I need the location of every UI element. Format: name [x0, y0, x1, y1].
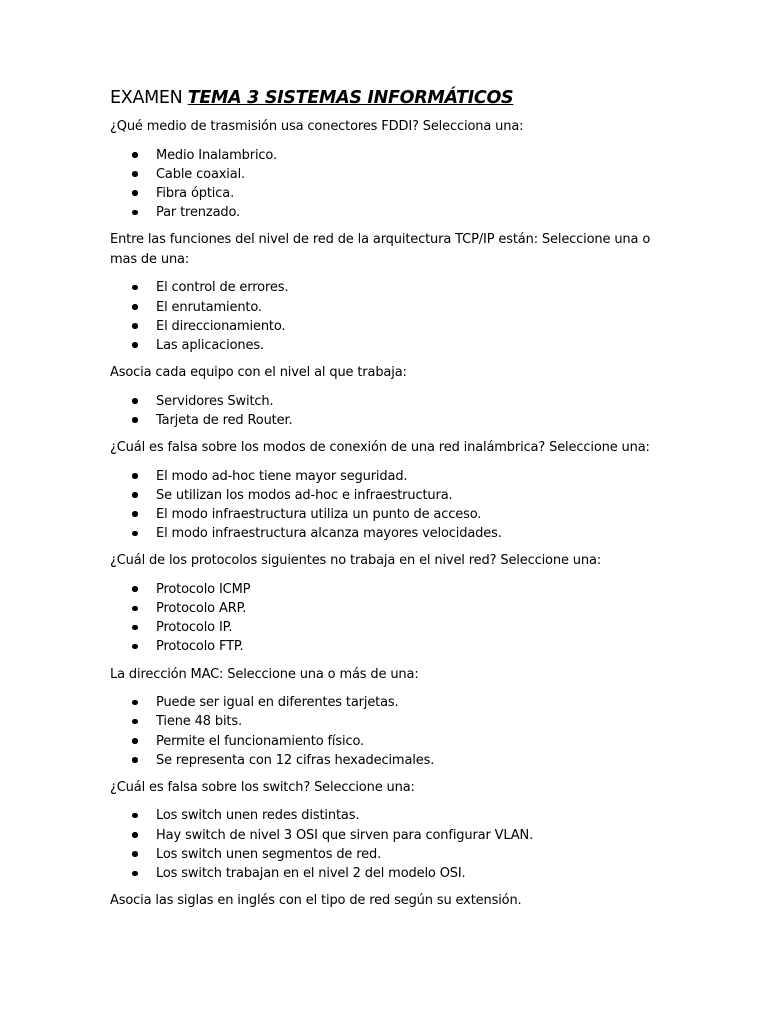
option-list — [110, 580, 655, 657]
bullet-icon — [132, 190, 138, 196]
option-list — [110, 278, 655, 355]
question-text: Asocia las siglas en inglés con el tipo de red según su extensión. — [110, 893, 522, 909]
bullet-icon — [132, 171, 138, 177]
option-label: Fibra óptica. — [156, 185, 235, 201]
option-label: Servidores Switch. — [156, 393, 274, 409]
question-text: ¿Cuál es falsa sobre los modos de conexión de una red inalámbrica? Seleccione una: — [110, 440, 650, 456]
option-list — [110, 693, 655, 770]
bullet-icon — [132, 719, 138, 725]
bullet-icon — [132, 813, 138, 819]
bullet-icon — [132, 871, 138, 877]
option-label: El direccionamiento. — [156, 318, 286, 334]
bullet-icon — [132, 473, 138, 479]
option-label: Los switch unen redes distintas. — [156, 808, 360, 824]
option-item — [110, 298, 655, 317]
option-item — [110, 317, 655, 336]
option-label: Tiene 48 bits. — [156, 714, 242, 730]
question-text: ¿Cuál de los protocolos siguientes no trabaja en el nivel red? Seleccione una: — [110, 553, 602, 569]
option-list — [110, 467, 655, 544]
bullet-icon — [132, 210, 138, 216]
option-item — [110, 203, 655, 222]
option-item — [110, 486, 655, 505]
option-item — [110, 411, 655, 430]
bullet-icon — [132, 832, 138, 838]
option-item — [110, 751, 655, 770]
document-title — [110, 86, 655, 110]
bullet-icon — [132, 625, 138, 631]
question-text: La dirección MAC: Seleccione una o más de una: — [110, 666, 419, 682]
option-label: El modo ad-hoc tiene mayor seguridad. — [156, 468, 408, 484]
option-item — [110, 165, 655, 184]
option-label: Protocolo ICMP — [156, 581, 251, 597]
bullet-icon — [132, 492, 138, 498]
bullet-icon — [132, 586, 138, 592]
option-label: El modo infraestructura utiliza un punto de acceso. — [156, 506, 482, 522]
bullet-icon — [132, 700, 138, 706]
title-emphasis: TEMA 3 SISTEMAS INFORMÁTICOS — [187, 88, 514, 108]
option-label: Protocolo IP. — [156, 620, 233, 636]
option-label: Se representa con 12 cifras hexadecimales. — [156, 752, 435, 768]
option-label: El modo infraestructura alcanza mayores velocidades. — [156, 526, 502, 542]
option-list — [110, 806, 655, 883]
bullet-icon — [132, 398, 138, 404]
bullet-icon — [132, 738, 138, 744]
bullet-icon — [132, 417, 138, 423]
question-text: ¿Cuál es falsa sobre los switch? Seleccione una: — [110, 779, 415, 795]
bullet-icon — [132, 342, 138, 348]
bullet-icon — [132, 285, 138, 291]
option-label: Cable coaxial. — [156, 166, 246, 182]
option-item — [110, 336, 655, 355]
option-item — [110, 693, 655, 712]
option-label: Tarjeta de red Router. — [156, 412, 293, 428]
option-label: Protocolo FTP. — [156, 639, 244, 655]
option-item — [110, 467, 655, 486]
bullet-icon — [132, 757, 138, 763]
option-label: El control de errores. — [156, 280, 289, 296]
bullet-icon — [132, 323, 138, 329]
bullet-icon — [132, 851, 138, 857]
option-item — [110, 712, 655, 731]
option-item — [110, 618, 655, 637]
option-label: Puede ser igual en diferentes tarjetas. — [156, 695, 399, 711]
questions-list — [110, 117, 655, 911]
option-label: Par trenzado. — [156, 205, 241, 221]
option-label: Se utilizan los modos ad-hoc e infraestructura. — [156, 487, 453, 503]
option-item — [110, 864, 655, 883]
option-item — [110, 845, 655, 864]
option-item — [110, 599, 655, 618]
bullet-icon — [132, 511, 138, 517]
option-label: El enrutamiento. — [156, 299, 262, 315]
option-label: Medio Inalambrico. — [156, 147, 277, 163]
bullet-icon — [132, 644, 138, 650]
option-item — [110, 146, 655, 165]
bullet-icon — [132, 531, 138, 537]
option-label: Permite el funcionamiento físico. — [156, 733, 365, 749]
option-item — [110, 524, 655, 543]
bullet-icon — [132, 304, 138, 310]
option-label: Protocolo ARP. — [156, 601, 247, 617]
bullet-icon — [132, 152, 138, 158]
option-item — [110, 732, 655, 751]
option-label: Hay switch de nivel 3 OSI que sirven para configurar VLAN. — [156, 827, 534, 843]
option-item — [110, 505, 655, 524]
title-prefix: EXAMEN — [110, 88, 188, 108]
option-list — [110, 146, 655, 223]
question-text: ¿Qué medio de trasmisión usa conectores FDDI? Selecciona una: — [110, 119, 524, 134]
option-item — [110, 278, 655, 297]
option-list — [110, 392, 655, 430]
option-item — [110, 637, 655, 656]
bullet-icon — [132, 606, 138, 612]
document-page — [110, 86, 655, 920]
option-item — [110, 184, 655, 203]
option-item — [110, 826, 655, 845]
option-label: Los switch trabajan en el nivel 2 del modelo OSI. — [156, 866, 466, 882]
option-item — [110, 580, 655, 599]
option-item — [110, 392, 655, 411]
question-text: Entre las funciones del nivel de red de la arquitectura TCP/IP están: Seleccione una o mas de una: — [110, 232, 651, 267]
option-item — [110, 806, 655, 825]
option-label: Los switch unen segmentos de red. — [156, 846, 382, 862]
question-text: Asocia cada equipo con el nivel al que trabaja: — [110, 365, 407, 381]
option-label: Las aplicaciones. — [156, 337, 264, 353]
